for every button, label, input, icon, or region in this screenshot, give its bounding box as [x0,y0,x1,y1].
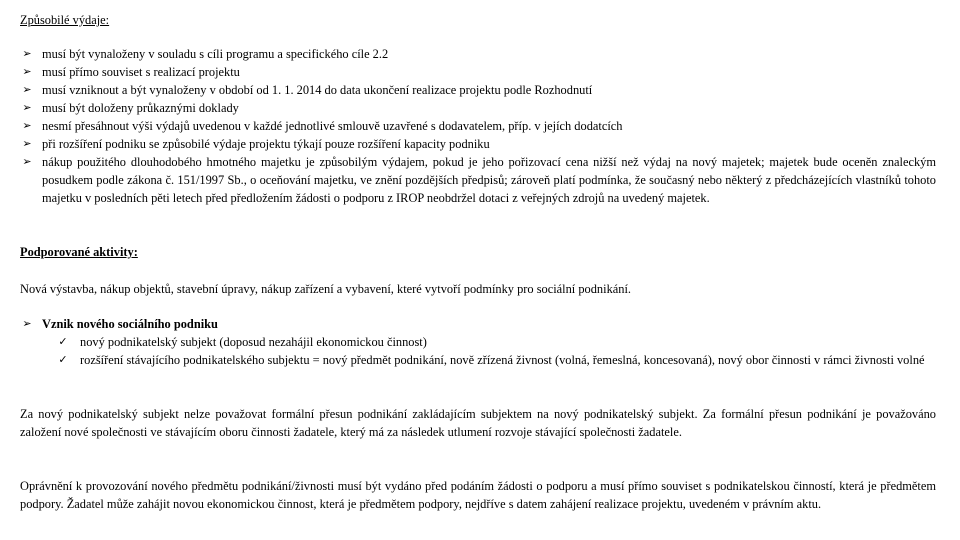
formal-transfer-paragraph: Za nový podnikatelský subjekt nelze považovat formální přesun podnikání zakládajícím subjektem na nový podnikatelský subjekt. Za formální přesun podnikání je považováno založení nové společnosti ve stávajícím oboru činnosti žadatele, který má za následek utlumení rozvoje stávající společnosti žadatele. [20,407,936,439]
new-social-enterprise-section [20,315,936,369]
list-item [56,333,936,351]
sub-heading [20,315,936,333]
list-item [20,45,936,63]
arrow-bullet-icon: ➢ [22,65,32,78]
list-item [20,63,936,81]
list-item-text: nákup použitého dlouhodobého hmotného majetku je způsobilým výdajem, pokud je jeho pořizovací cena nižší než výdaj na nový majetek; majetek bude oceněn znaleckým posudkem podle zákona č. 151/1997 Sb., o oceňování majetku, ve znění pozdějších předpisů; zároveň platí podmínka, že současný nebo některý z předcházejících vlastníků tohoto majetku v posledních pěti letech před předložením žádosti o podporu z IROP neobdržel dotaci z veřejných zdrojů na uvedený majetek. [42,155,936,205]
arrow-bullet-icon: ➢ [22,83,32,96]
activities-intro: Nová výstavba, nákup objektů, stavební úpravy, nákup zařízení a vybavení, které vytvoří podmínky pro sociální podnikání. [20,282,632,296]
supported-activities-heading: Podporované aktivity: [20,245,138,259]
list-item-text: musí být doloženy průkaznými doklady [42,101,239,115]
list-item [20,117,936,135]
arrow-bullet-icon: ➢ [22,101,32,114]
arrow-bullet-icon: ➢ [22,137,32,150]
arrow-bullet-icon: ➢ [22,119,32,132]
authorization-paragraph: Oprávnění k provozování nového předmětu podnikání/živnosti musí být vydáno před podáním žádosti o podporu a musí přímo souviset s podnikatelskou činností, která je předmětem podpory. Žadatel může zahájit novou ekonomickou činnost, která je předmětem podpory, nejdříve s datem zahájení realizace projektu, uvedeném v právním aktu. [20,479,936,511]
eligible-costs-list [20,45,936,207]
checkmark-bullet-icon: ✓ [58,353,68,366]
arrow-bullet-icon: ➢ [22,47,32,60]
arrow-bullet-icon: ➢ [22,317,32,330]
sub-heading-text: Vznik nového sociálního podniku [42,317,218,331]
list-item [20,135,936,153]
list-item-text: musí vzniknout a být vynaloženy v období od 1. 1. 2014 do data ukončení realizace projektu podle Rozhodnutí [42,83,593,97]
eligible-costs-heading: Způsobilé výdaje: [20,13,110,27]
list-item [20,99,936,117]
list-item [56,351,936,369]
list-item-text: při rozšíření podniku se způsobilé výdaje projektu týkají pouze rozšíření kapacity podniku [42,137,490,151]
list-item-text: musí přímo souviset s realizací projektu [42,65,240,79]
list-item [20,81,936,99]
list-item [20,153,936,207]
list-item-text: rozšíření stávajícího podnikatelského subjektu = nový předmět podnikání, nově zřízená živnost (volná, řemeslná, koncesovaná), nový obor činnosti v rámci živnosti volné [80,353,925,367]
arrow-bullet-icon: ➢ [22,155,32,168]
list-item-text: musí být vynaloženy v souladu s cíli programu a specifického cíle 2.2 [42,47,389,61]
sub-item-list [56,333,936,369]
list-item-text: nový podnikatelský subjekt (doposud nezahájil ekonomickou činnost) [80,335,427,349]
list-item-text: nesmí přesáhnout výši výdajů uvedenou v každé jednotlivé smlouvě uzavřené s dodavatelem, příp. v jejích dodatcích [42,119,623,133]
checkmark-bullet-icon: ✓ [58,335,68,348]
